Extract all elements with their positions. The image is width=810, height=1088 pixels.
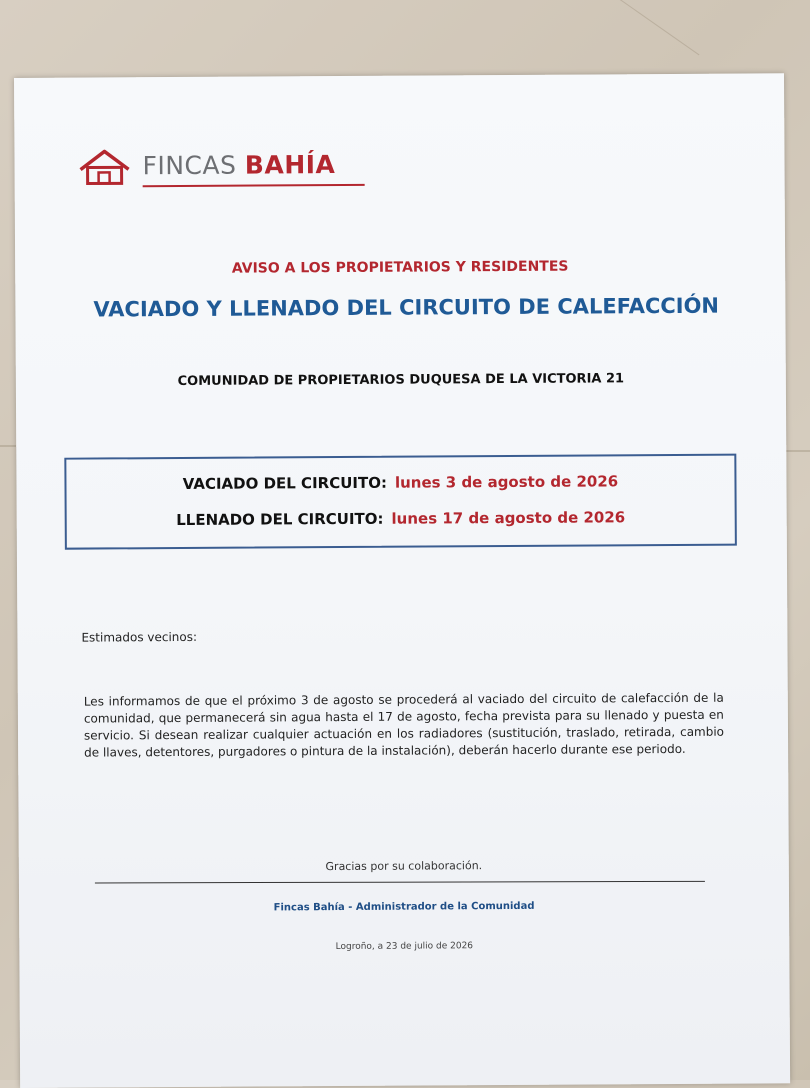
notice-subtitle: AVISO A LOS PROPIETARIOS Y RESIDENTES — [231, 258, 569, 277]
letter-thanks: Gracias por su colaboración. — [325, 859, 483, 874]
letter-body: Les informamos de que el próximo 3 de agosto se procederá al vaciado del circuito de calefacción de la comunidad, que permanecerá sin agua hasta el 17 de agosto, fecha prevista para su llenado y puesta en servicio. Si desean realizar cualquier actuación en los radiadores (sustitución, traslado, retirada, cambio de llaves, detentores, purgadores o pintura de la instalación), deberán hacerlo durante ese periodo. — [83, 690, 725, 760]
brand-name — [142, 150, 335, 180]
brand-underline — [143, 184, 365, 187]
community-name: COMUNIDAD DE PROPIETARIOS DUQUESA DE LA VICTORIA 21 — [177, 371, 625, 390]
brand-name-part2: BAHÍA — [244, 150, 336, 180]
notice-sheet — [14, 73, 790, 1088]
schedule-box — [64, 454, 737, 550]
house-icon — [76, 147, 132, 187]
fill-label: LLENADO DEL CIRCUITO: — [176, 509, 384, 530]
brand-name-part1: FINCAS — [142, 150, 245, 181]
wall-tile-seam — [0, 445, 16, 447]
letter-place-date: Logroño, a 23 de julio de 2026 — [335, 941, 474, 953]
drain-label: VACIADO DEL CIRCUITO: — [182, 473, 387, 493]
fill-row — [67, 508, 735, 530]
drain-date: lunes 3 de agosto de 2026 — [394, 472, 619, 492]
fill-date: lunes 17 de agosto de 2026 — [391, 508, 626, 528]
letter-greeting: Estimados vecinos: — [81, 629, 198, 645]
signature-line — [95, 881, 705, 884]
notice-title: VACIADO Y LLENADO DEL CIRCUITO DE CALEFACCIÓN — [93, 293, 720, 322]
company-logo — [76, 146, 376, 198]
letter-signature: Fincas Bahía - Administrador de la Comunidad — [273, 900, 535, 914]
wall-marble-vein — [601, 0, 700, 55]
wall-tile-seam — [784, 450, 810, 452]
drain-row — [66, 472, 734, 494]
